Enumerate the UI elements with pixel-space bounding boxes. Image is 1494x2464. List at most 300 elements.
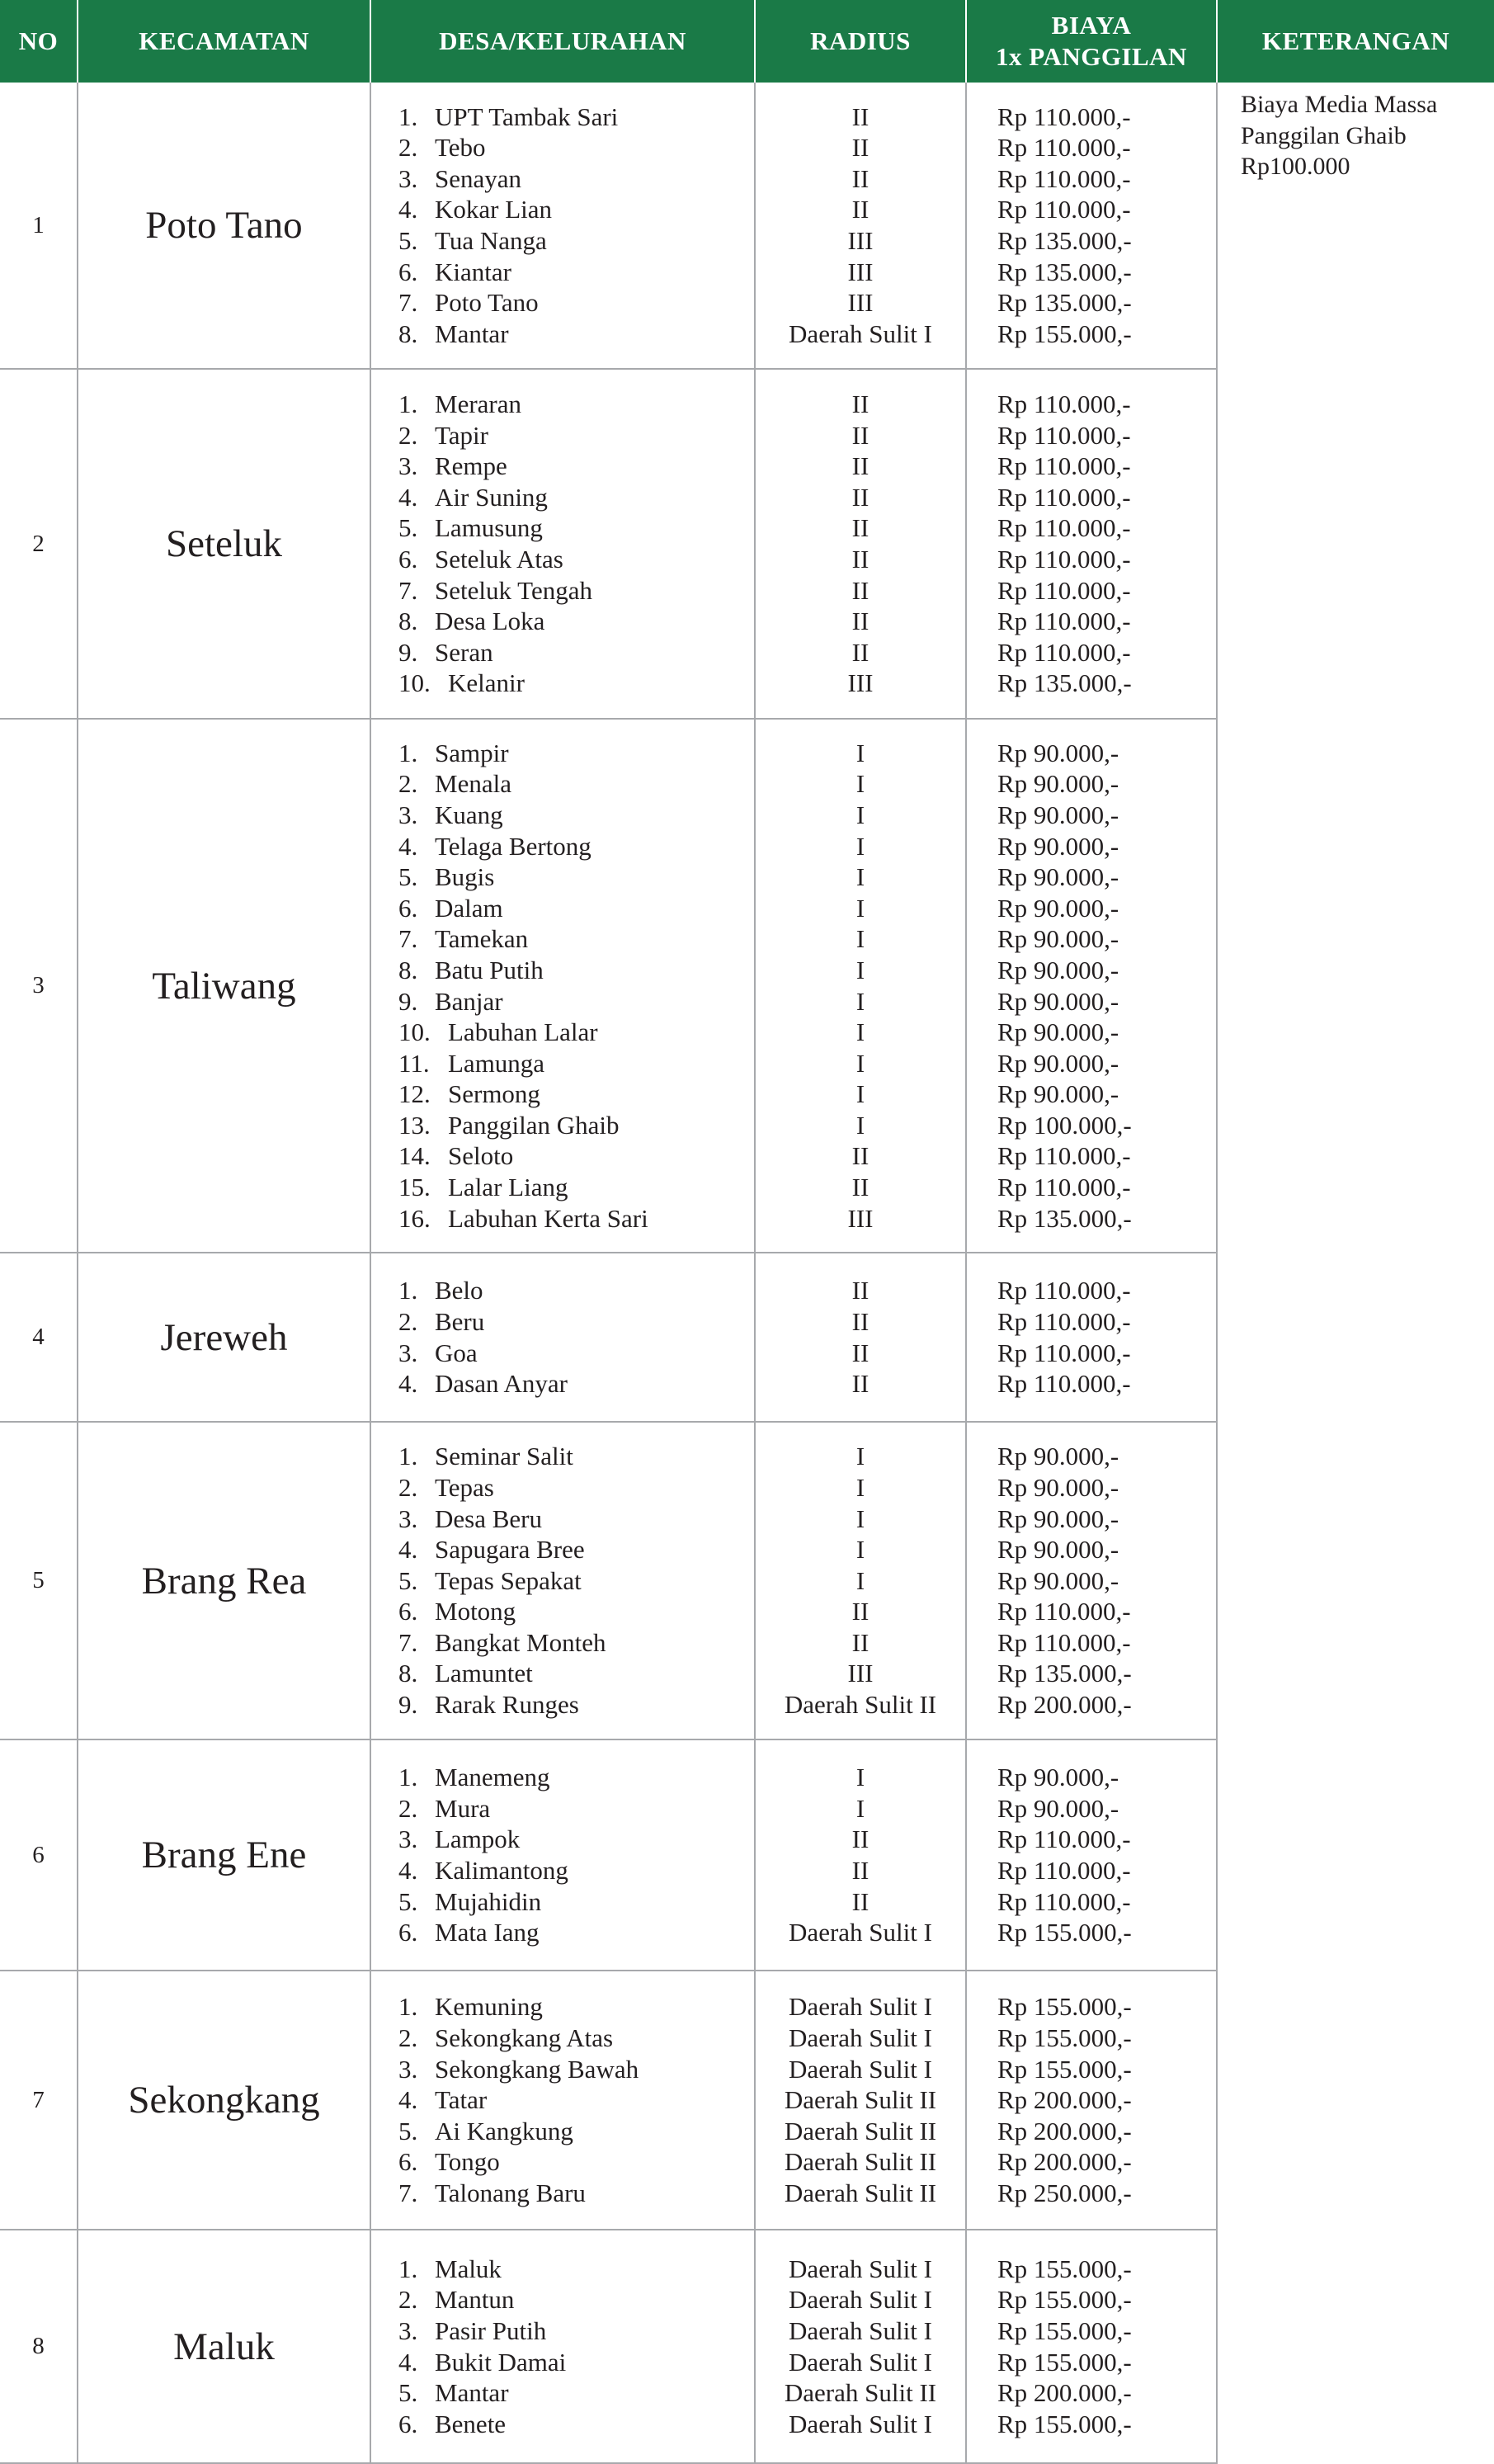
desa-item-name: Seminar Salit bbox=[435, 1442, 573, 1471]
group-number: 7 bbox=[0, 1971, 78, 2230]
desa-item-name: Sermong bbox=[448, 1079, 540, 1109]
desa-item-name: Bukit Damai bbox=[435, 2347, 567, 2377]
header-keterangan: KETERANGAN bbox=[1217, 0, 1494, 83]
desa-item bbox=[371, 1079, 754, 1110]
desa-item bbox=[371, 1140, 754, 1172]
desa-item-name: Mantun bbox=[435, 2285, 515, 2315]
biaya-item: Rp 110.000,- bbox=[997, 607, 1131, 636]
desa-item-name: Senayan bbox=[435, 163, 522, 193]
desa-item-number: 3. bbox=[398, 1503, 418, 1533]
desa-item bbox=[371, 2347, 754, 2378]
desa-item-number: 4. bbox=[398, 195, 418, 224]
radius-item: II bbox=[851, 637, 870, 667]
desa-item-number: 3. bbox=[398, 451, 418, 481]
desa-item bbox=[371, 1338, 754, 1369]
biaya-item: Rp 135.000,- bbox=[997, 257, 1132, 286]
kecamatan-name: Sekongkang bbox=[78, 1971, 370, 2230]
desa-item bbox=[371, 637, 754, 668]
radius-item: I bbox=[855, 1079, 865, 1109]
biaya-list bbox=[966, 2230, 1217, 2463]
desa-item bbox=[371, 955, 754, 986]
group-number: 1 bbox=[0, 83, 78, 369]
radius-item: Daerah Sulit I bbox=[789, 2315, 932, 2345]
biaya-item: Rp 90.000,- bbox=[997, 1565, 1119, 1595]
desa-item bbox=[371, 1793, 754, 1824]
desa-item-number: 16. bbox=[398, 1203, 431, 1233]
desa-item-name: Seteluk Tengah bbox=[435, 575, 592, 605]
desa-item-number: 5. bbox=[398, 513, 418, 543]
biaya-item: Rp 135.000,- bbox=[997, 288, 1132, 318]
radius-item: I bbox=[855, 831, 865, 861]
desa-item-number: 3. bbox=[398, 163, 418, 193]
radius-item: I bbox=[855, 862, 865, 892]
desa-item bbox=[371, 668, 754, 699]
desa-item-number: 1. bbox=[398, 1763, 418, 1792]
biaya-item: Rp 155.000,- bbox=[997, 1992, 1132, 2022]
radius-item: II bbox=[851, 101, 870, 131]
desa-item-name: Lamusung bbox=[435, 513, 543, 543]
desa-item-number: 7. bbox=[398, 924, 418, 954]
radius-item: II bbox=[851, 1276, 870, 1305]
radius-item: II bbox=[851, 389, 870, 419]
desa-item bbox=[371, 1110, 754, 1141]
desa-item bbox=[371, 1203, 754, 1234]
radius-list bbox=[755, 1739, 966, 1971]
desa-item-number: 6. bbox=[398, 2409, 418, 2438]
biaya-lines bbox=[967, 1742, 1216, 1968]
desa-item-number: 9. bbox=[398, 1690, 418, 1720]
biaya-item: Rp 90.000,- bbox=[997, 1442, 1119, 1471]
desa-item-name: Rarak Runges bbox=[435, 1690, 579, 1720]
desa-item bbox=[371, 1596, 754, 1627]
desa-item-name: Poto Tano bbox=[435, 288, 539, 318]
biaya-item: Rp 135.000,- bbox=[997, 1659, 1132, 1688]
biaya-item: Rp 90.000,- bbox=[997, 1535, 1119, 1565]
desa-item-number: 8. bbox=[398, 607, 418, 636]
keterangan-line: Biaya Media Massa bbox=[1241, 91, 1438, 118]
desa-item-name: Kelanir bbox=[448, 668, 525, 698]
desa-item-number: 3. bbox=[398, 800, 418, 829]
radius-list bbox=[755, 1422, 966, 1739]
desa-item-name: Desa Beru bbox=[435, 1503, 542, 1533]
desa-item bbox=[371, 257, 754, 288]
desa-item bbox=[371, 1658, 754, 1689]
radius-item: I bbox=[855, 1048, 865, 1078]
desa-item-number: 2. bbox=[398, 1306, 418, 1336]
desa-item-name: Labuhan Lalar bbox=[448, 1017, 598, 1047]
radius-lines bbox=[756, 85, 965, 366]
desa-item-name: Talonang Baru bbox=[435, 2178, 586, 2207]
group-number: 3 bbox=[0, 719, 78, 1253]
biaya-item: Rp 110.000,- bbox=[997, 451, 1131, 481]
desa-lines bbox=[371, 1742, 754, 1968]
biaya-lines bbox=[967, 1424, 1216, 1737]
desa-item-number: 5. bbox=[398, 2116, 418, 2145]
radius-item: Daerah Sulit II bbox=[784, 2147, 937, 2177]
biaya-item: Rp 110.000,- bbox=[997, 1824, 1131, 1854]
desa-list bbox=[370, 1253, 755, 1422]
biaya-item: Rp 110.000,- bbox=[997, 1173, 1131, 1202]
desa-item bbox=[371, 2023, 754, 2054]
desa-item-number: 7. bbox=[398, 1627, 418, 1657]
biaya-item: Rp 135.000,- bbox=[997, 226, 1132, 255]
desa-item bbox=[371, 2409, 754, 2440]
desa-item bbox=[371, 1917, 754, 1948]
biaya-lines bbox=[967, 1255, 1216, 1419]
radius-item: I bbox=[855, 738, 865, 767]
desa-item-name: Lamunga bbox=[448, 1048, 545, 1078]
group-number: 2 bbox=[0, 369, 78, 719]
desa-item-name: Mujahidin bbox=[435, 1886, 542, 1916]
biaya-item: Rp 100.000,- bbox=[997, 1110, 1132, 1140]
desa-item bbox=[371, 1855, 754, 1886]
desa-item bbox=[371, 2116, 754, 2147]
desa-item-number: 2. bbox=[398, 769, 418, 799]
desa-list bbox=[370, 1971, 755, 2230]
desa-item-name: Sapugara Bree bbox=[435, 1535, 585, 1565]
radius-item: II bbox=[851, 163, 870, 193]
kecamatan-name: Poto Tano bbox=[78, 83, 370, 369]
desa-item-number: 6. bbox=[398, 2147, 418, 2177]
desa-item bbox=[371, 2284, 754, 2315]
desa-item-name: Kokar Lian bbox=[435, 195, 553, 224]
biaya-list bbox=[966, 1971, 1217, 2230]
radius-item: II bbox=[851, 482, 870, 512]
biaya-item: Rp 110.000,- bbox=[997, 133, 1131, 163]
desa-item-name: Tepas Sepakat bbox=[435, 1565, 582, 1595]
desa-item-number: 12. bbox=[398, 1079, 431, 1109]
radius-item: Daerah Sulit I bbox=[789, 2409, 932, 2438]
biaya-item: Rp 200.000,- bbox=[997, 2116, 1132, 2145]
radius-item: I bbox=[855, 924, 865, 954]
desa-item bbox=[371, 1368, 754, 1400]
biaya-item: Rp 110.000,- bbox=[997, 195, 1131, 224]
radius-item: Daerah Sulit I bbox=[789, 2254, 932, 2283]
desa-item-number: 5. bbox=[398, 1886, 418, 1916]
header-radius: RADIUS bbox=[755, 0, 966, 83]
desa-item-name: Panggilan Ghaib bbox=[448, 1110, 620, 1140]
desa-list bbox=[370, 369, 755, 719]
desa-item-number: 2. bbox=[398, 133, 418, 163]
desa-item bbox=[371, 132, 754, 163]
biaya-item: Rp 110.000,- bbox=[997, 101, 1131, 131]
group-number: 5 bbox=[0, 1422, 78, 1739]
biaya-item: Rp 90.000,- bbox=[997, 800, 1119, 829]
desa-item-name: Desa Loka bbox=[435, 607, 545, 636]
radius-item: I bbox=[855, 1763, 865, 1792]
desa-item bbox=[371, 1627, 754, 1659]
radius-item: I bbox=[855, 1017, 865, 1047]
desa-item-number: 3. bbox=[398, 1824, 418, 1854]
biaya-list bbox=[966, 719, 1217, 1253]
biaya-item: Rp 90.000,- bbox=[997, 1017, 1119, 1047]
radius-item: Daerah Sulit I bbox=[789, 319, 932, 348]
desa-item bbox=[371, 389, 754, 420]
desa-item-number: 7. bbox=[398, 288, 418, 318]
biaya-item: Rp 200.000,- bbox=[997, 2147, 1132, 2177]
biaya-item: Rp 90.000,- bbox=[997, 1503, 1119, 1533]
desa-item bbox=[371, 482, 754, 513]
keterangan-line: Rp100.000 bbox=[1241, 153, 1350, 180]
radius-item: II bbox=[851, 575, 870, 605]
desa-item bbox=[371, 163, 754, 195]
radius-lines bbox=[756, 371, 965, 716]
radius-list bbox=[755, 1253, 966, 1422]
biaya-item: Rp 110.000,- bbox=[997, 1141, 1131, 1171]
radius-list bbox=[755, 83, 966, 369]
keterangan-cell bbox=[1217, 83, 1494, 2463]
radius-item: I bbox=[855, 893, 865, 923]
radius-item: II bbox=[851, 513, 870, 543]
biaya-item: Rp 90.000,- bbox=[997, 1079, 1119, 1109]
biaya-list bbox=[966, 1739, 1217, 1971]
desa-lines bbox=[371, 721, 754, 1250]
header-no: NO bbox=[0, 0, 78, 83]
desa-item-name: Tamekan bbox=[435, 924, 529, 954]
biaya-item: Rp 155.000,- bbox=[997, 1918, 1132, 1947]
radius-item: II bbox=[851, 1338, 870, 1367]
desa-item bbox=[371, 1441, 754, 1472]
biaya-item: Rp 90.000,- bbox=[997, 769, 1119, 799]
desa-item bbox=[371, 194, 754, 225]
desa-item-name: Air Suning bbox=[435, 482, 548, 512]
biaya-item: Rp 135.000,- bbox=[997, 668, 1132, 698]
biaya-item: Rp 155.000,- bbox=[997, 2347, 1132, 2377]
kecamatan-name: Taliwang bbox=[78, 719, 370, 1253]
desa-item-name: UPT Tambak Sari bbox=[435, 101, 619, 131]
radius-lines bbox=[756, 1973, 965, 2227]
biaya-item: Rp 110.000,- bbox=[997, 389, 1131, 419]
biaya-lines bbox=[967, 2232, 1216, 2461]
desa-item-name: Sekongkang Atas bbox=[435, 2023, 614, 2053]
biaya-item: Rp 110.000,- bbox=[997, 575, 1131, 605]
kecamatan-name: Jereweh bbox=[78, 1253, 370, 1422]
desa-item bbox=[371, 986, 754, 1017]
desa-item-number: 3. bbox=[398, 1338, 418, 1367]
biaya-item: Rp 110.000,- bbox=[997, 513, 1131, 543]
radius-item: II bbox=[851, 1856, 870, 1885]
biaya-item: Rp 200.000,- bbox=[997, 1690, 1132, 1720]
desa-list bbox=[370, 2230, 755, 2463]
desa-item-number: 7. bbox=[398, 575, 418, 605]
desa-item bbox=[371, 1689, 754, 1721]
desa-item-number: 10. bbox=[398, 1017, 431, 1047]
desa-item-name: Sekongkang Bawah bbox=[435, 2054, 639, 2084]
radius-item: III bbox=[847, 668, 874, 698]
radius-item: Daerah Sulit I bbox=[789, 2285, 932, 2315]
table-header bbox=[0, 0, 1494, 83]
radius-lines bbox=[756, 721, 965, 1250]
radius-list bbox=[755, 2230, 966, 2463]
desa-item bbox=[371, 2254, 754, 2285]
desa-item-number: 4. bbox=[398, 1535, 418, 1565]
biaya-item: Rp 110.000,- bbox=[997, 1338, 1131, 1367]
biaya-item: Rp 90.000,- bbox=[997, 924, 1119, 954]
desa-item bbox=[371, 1886, 754, 1918]
group-number: 8 bbox=[0, 2230, 78, 2463]
radius-item: I bbox=[855, 1793, 865, 1823]
desa-item-number: 4. bbox=[398, 1856, 418, 1885]
biaya-item: Rp 135.000,- bbox=[997, 1203, 1132, 1233]
radius-item: II bbox=[851, 1173, 870, 1202]
desa-item-number: 13. bbox=[398, 1110, 431, 1140]
radius-item: II bbox=[851, 1886, 870, 1916]
desa-item-name: Seran bbox=[435, 637, 493, 667]
desa-item bbox=[371, 451, 754, 482]
desa-item-name: Lamuntet bbox=[435, 1659, 533, 1688]
radius-item: Daerah Sulit I bbox=[789, 2023, 932, 2053]
desa-item bbox=[371, 738, 754, 769]
desa-item-name: Menala bbox=[435, 769, 511, 799]
desa-item-name: Bangkat Monteh bbox=[435, 1627, 606, 1657]
desa-item bbox=[371, 1017, 754, 1048]
desa-item-name: Labuhan Kerta Sari bbox=[448, 1203, 648, 1233]
radius-item: II bbox=[851, 1824, 870, 1854]
radius-lines bbox=[756, 1255, 965, 1419]
desa-item-number: 2. bbox=[398, 2285, 418, 2315]
desa-item-number: 1. bbox=[398, 2254, 418, 2283]
desa-item-number: 10. bbox=[398, 668, 431, 698]
biaya-item: Rp 90.000,- bbox=[997, 986, 1119, 1016]
desa-item-name: Kemuning bbox=[435, 1992, 543, 2022]
desa-item-number: 1. bbox=[398, 389, 418, 419]
desa-list bbox=[370, 1422, 755, 1739]
desa-item-name: Seloto bbox=[448, 1141, 514, 1171]
desa-item-number: 1. bbox=[398, 1442, 418, 1471]
radius-item: I bbox=[855, 800, 865, 829]
radius-item: Daerah Sulit I bbox=[789, 2347, 932, 2377]
desa-item-number: 4. bbox=[398, 2347, 418, 2377]
desa-item-number: 6. bbox=[398, 545, 418, 574]
biaya-item: Rp 110.000,- bbox=[997, 1627, 1131, 1657]
desa-item-name: Kalimantong bbox=[435, 1856, 568, 1885]
desa-item-number: 2. bbox=[398, 2023, 418, 2053]
desa-item bbox=[371, 1991, 754, 2023]
biaya-item: Rp 90.000,- bbox=[997, 955, 1119, 984]
kecamatan-group-row bbox=[0, 83, 1494, 369]
desa-item bbox=[371, 2315, 754, 2347]
biaya-item: Rp 110.000,- bbox=[997, 1597, 1131, 1626]
biaya-item: Rp 110.000,- bbox=[997, 1306, 1131, 1336]
radius-lines bbox=[756, 1742, 965, 1968]
desa-item-number: 1. bbox=[398, 1276, 418, 1305]
radius-item: Daerah Sulit II bbox=[784, 2378, 937, 2408]
desa-item-name: Belo bbox=[435, 1276, 483, 1305]
radius-item: I bbox=[855, 1503, 865, 1533]
biaya-item: Rp 200.000,- bbox=[997, 2085, 1132, 2115]
radius-item: III bbox=[847, 1203, 874, 1233]
radius-item: II bbox=[851, 1627, 870, 1657]
biaya-item: Rp 250.000,- bbox=[997, 2178, 1132, 2207]
biaya-item: Rp 90.000,- bbox=[997, 1763, 1119, 1792]
biaya-item: Rp 110.000,- bbox=[997, 163, 1131, 193]
desa-item-number: 2. bbox=[398, 1793, 418, 1823]
radius-item: I bbox=[855, 986, 865, 1016]
desa-item-name: Mantar bbox=[435, 319, 509, 348]
biaya-item: Rp 155.000,- bbox=[997, 2285, 1132, 2315]
biaya-item: Rp 110.000,- bbox=[997, 1276, 1131, 1305]
desa-item-number: 5. bbox=[398, 862, 418, 892]
radius-list bbox=[755, 719, 966, 1253]
biaya-item: Rp 155.000,- bbox=[997, 2023, 1132, 2053]
biaya-item: Rp 110.000,- bbox=[997, 1886, 1131, 1916]
biaya-lines bbox=[967, 1973, 1216, 2227]
desa-item bbox=[371, 2377, 754, 2409]
desa-item-number: 5. bbox=[398, 226, 418, 255]
desa-item bbox=[371, 800, 754, 831]
desa-item-number: 4. bbox=[398, 1369, 418, 1399]
radius-item: Daerah Sulit I bbox=[789, 1992, 932, 2022]
kecamatan-name: Seteluk bbox=[78, 369, 370, 719]
desa-item-number: 2. bbox=[398, 420, 418, 450]
desa-item bbox=[371, 1534, 754, 1565]
desa-lines bbox=[371, 85, 754, 366]
radius-item: II bbox=[851, 607, 870, 636]
desa-list bbox=[370, 1739, 755, 1971]
radius-item: II bbox=[851, 195, 870, 224]
desa-item-number: 4. bbox=[398, 482, 418, 512]
radius-item: II bbox=[851, 1369, 870, 1399]
group-number: 6 bbox=[0, 1739, 78, 1971]
desa-item-name: Tepas bbox=[435, 1472, 494, 1502]
desa-item bbox=[371, 1824, 754, 1855]
desa-item-name: Maluk bbox=[435, 2254, 502, 2283]
desa-item-name: Goa bbox=[435, 1338, 478, 1367]
desa-item bbox=[371, 1472, 754, 1503]
desa-item-name: Tongo bbox=[435, 2147, 500, 2177]
radius-item: I bbox=[855, 1535, 865, 1565]
radius-item: II bbox=[851, 1141, 870, 1171]
biaya-item: Rp 110.000,- bbox=[997, 420, 1131, 450]
radius-item: I bbox=[855, 955, 865, 984]
desa-item-name: Dasan Anyar bbox=[435, 1369, 568, 1399]
radius-lines bbox=[756, 2232, 965, 2461]
desa-item-name: Banjar bbox=[435, 986, 503, 1016]
desa-item-number: 5. bbox=[398, 2378, 418, 2408]
desa-item-number: 3. bbox=[398, 2315, 418, 2345]
biaya-item: Rp 200.000,- bbox=[997, 2378, 1132, 2408]
radius-lines bbox=[756, 1424, 965, 1737]
biaya-lines bbox=[967, 721, 1216, 1250]
desa-item-number: 8. bbox=[398, 319, 418, 348]
radius-item: I bbox=[855, 1110, 865, 1140]
desa-item bbox=[371, 1762, 754, 1793]
desa-item bbox=[371, 544, 754, 575]
desa-item bbox=[371, 287, 754, 319]
desa-item-name: Manemeng bbox=[435, 1763, 550, 1792]
biaya-item: Rp 90.000,- bbox=[997, 831, 1119, 861]
desa-item-name: Motong bbox=[435, 1597, 516, 1626]
desa-item-name: Telaga Bertong bbox=[435, 831, 591, 861]
desa-item-name: Tebo bbox=[435, 133, 486, 163]
radius-item: I bbox=[855, 1565, 865, 1595]
desa-item-name: Batu Putih bbox=[435, 955, 544, 984]
desa-item-number: 4. bbox=[398, 831, 418, 861]
desa-list bbox=[370, 719, 755, 1253]
desa-item-name: Pasir Putih bbox=[435, 2315, 547, 2345]
desa-item bbox=[371, 1172, 754, 1203]
desa-item-name: Bugis bbox=[435, 862, 495, 892]
biaya-item: Rp 110.000,- bbox=[997, 1856, 1131, 1885]
desa-item bbox=[371, 1306, 754, 1338]
radius-item: II bbox=[851, 133, 870, 163]
desa-item-number: 1. bbox=[398, 738, 418, 767]
desa-item-name: Meraran bbox=[435, 389, 521, 419]
desa-lines bbox=[371, 2232, 754, 2461]
desa-item bbox=[371, 2178, 754, 2209]
biaya-lines bbox=[967, 85, 1216, 366]
radius-item: Daerah Sulit II bbox=[784, 2085, 937, 2115]
